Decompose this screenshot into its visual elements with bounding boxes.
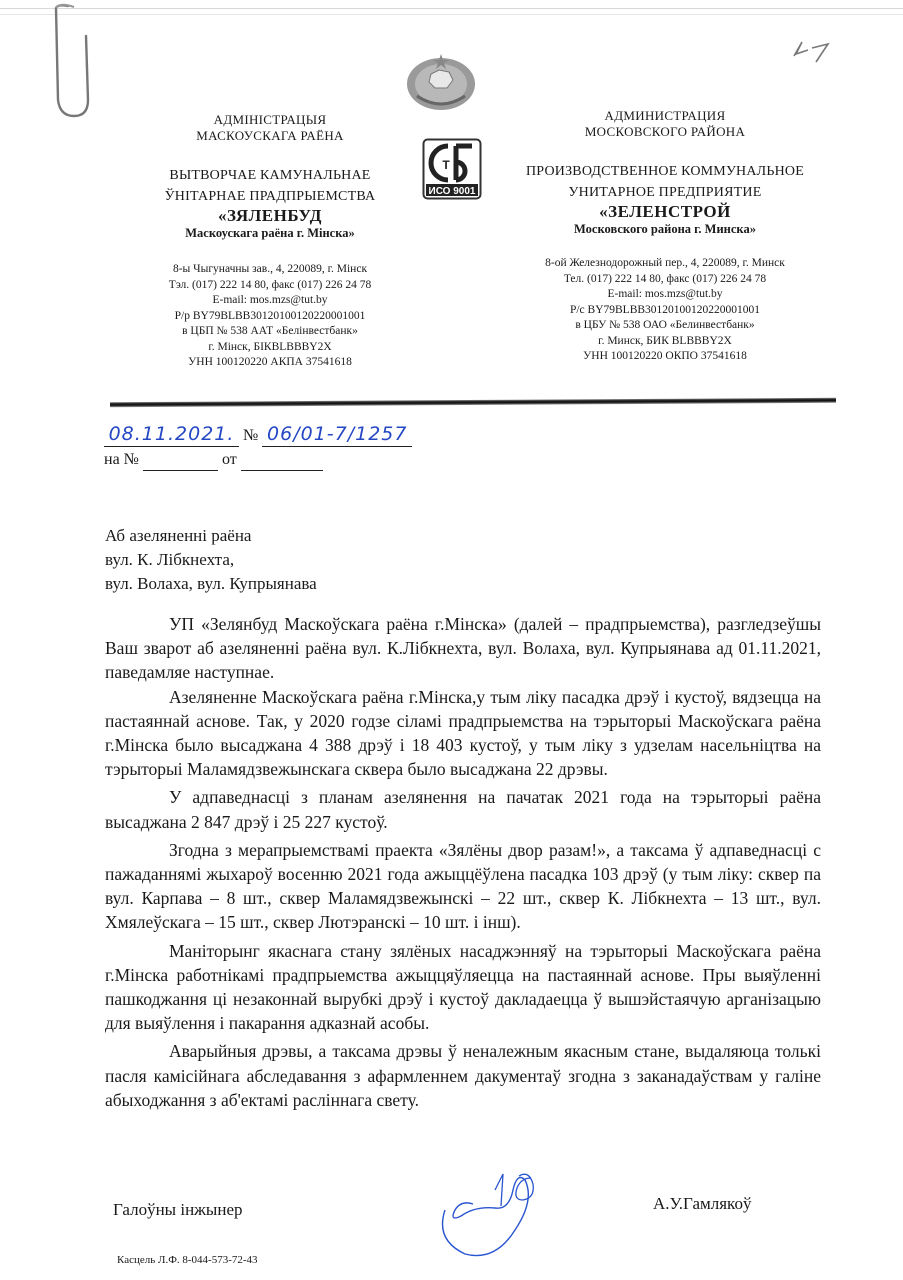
header-divider xyxy=(110,398,836,407)
scan-edge-line xyxy=(0,8,903,9)
admin-line1: АДМИНИСТРАЦИЯ xyxy=(604,108,726,123)
req-unn: УНН 100120220 АКПА 37541618 xyxy=(188,356,352,368)
org-subtitle: Маскоускага раёна г. Мінска» xyxy=(185,226,355,240)
org-line2: УНИТАРНОЕ ПРЕДПРИЯТИЕ xyxy=(568,185,762,200)
org-name: «ЗЕЛЕНСТРОЙ xyxy=(599,202,731,221)
outgoing-date-field xyxy=(104,424,239,447)
org-subtitle: Московского района г. Минска» xyxy=(574,222,756,236)
reply-number-field xyxy=(143,450,218,471)
req-phone: Тел. (017) 222 14 80, факс (017) 226 24 78 xyxy=(563,272,767,285)
paragraph: УП «Зелянбуд Маскоўскага раёна г.Мінска» (далей – прадпрыемства), разгледзеўшы Ваш зварот аб азеляненні раёна вул. К.Лібкнехта, вул. Волаха, вул. Купрыянава ад 01.11.2021, паведамляе наступнае. xyxy=(105,614,821,683)
req-phone: Тэл. (017) 222 14 80, факс (017) 226 24 78 xyxy=(168,278,372,291)
iso-9001-logo xyxy=(422,138,482,200)
org-line2: ЎНІТАРНАЕ ПРАДПРЫЕМСТВА xyxy=(164,189,376,204)
subject-line: вул. Волаха, вул. Купрыянава xyxy=(105,574,317,593)
signer-position: Галоўны інжынер xyxy=(113,1200,243,1219)
header-left-belarusian xyxy=(135,112,405,371)
from-label: от xyxy=(221,451,237,468)
req-bank: в ЦБП № 538 ААТ «Белінвестбанк» xyxy=(182,325,358,337)
handwritten-signature xyxy=(425,1170,575,1260)
svg-text:Т: Т xyxy=(442,158,450,172)
admin-line2: МОСКОВСКОГО РАЙОНА xyxy=(584,124,746,139)
admin-line2: МАСКОУСКАГА РАЁНА xyxy=(196,128,344,143)
outgoing-number-field xyxy=(262,424,412,447)
state-emblem-icon xyxy=(403,52,479,112)
org-line1: ВЫТВОРЧАЕ КАМУНАЛЬНАЕ xyxy=(169,168,371,183)
org-name: «ЗЯЛЕНБУД xyxy=(218,206,322,225)
req-account: Р/с BY79BLBB30120100120220001001 xyxy=(569,303,761,316)
registration-line xyxy=(104,424,412,447)
number-label: № xyxy=(243,427,259,444)
req-account: Р/р BY79BLBB30120100120220001001 xyxy=(174,309,366,322)
letter-body xyxy=(105,612,821,1112)
paragraph: Аварыйныя дрэвы, а таксама дрэвы ў неналежным якасным стане, выдаляюца толькі пасля камісійнага абследавання з афармленнем дакументаў згодна з заканадаўствам у галіне абыходжання з аб'ектамі расліннага свету. xyxy=(105,1041,821,1110)
org-line1: ПРОИЗВОДСТВЕННОЕ КОММУНАЛЬНОЕ xyxy=(525,164,804,179)
reply-date-field xyxy=(241,450,323,471)
paragraph: Азеляненне Маскоўскага раёна г.Мінска,у тым ліку пасадка дрэў і кустоў, вядзецца на пастаяннай аснове. Так, у 2020 годзе сіламі прадпрыемства на тэрыторыі Маскоўскага раёна г.Мінска было высаджана 4 388 дрэў і 18 403 кустоў, у тым ліку з удзелам насельніцтва на тэрыторыі Маламядзвежынскага сквера было высаджана 22 дрэвы. xyxy=(105,686,821,780)
req-bic: г. Минск, БИК BLBBBY2X xyxy=(598,334,732,347)
requisites xyxy=(135,262,405,371)
signer-name: А.У.Гамлякоў xyxy=(653,1194,752,1213)
scan-edge-line xyxy=(0,14,903,15)
requisites xyxy=(505,256,825,365)
outgoing-number: 06/01-7/1257 xyxy=(267,423,408,445)
reply-label: на № xyxy=(104,451,139,468)
req-bic: г. Мінск, БІКBLBBBY2X xyxy=(208,340,332,353)
svg-text:ИСО 9001: ИСО 9001 xyxy=(428,186,476,197)
req-email: E-mail: mos.mzs@tut.by xyxy=(212,294,328,306)
subject-line: вул. К. Лібкнехта, xyxy=(105,550,235,569)
req-bank: в ЦБУ № 538 ОАО «Белинвестбанк» xyxy=(575,319,755,331)
header-right-russian xyxy=(505,108,825,365)
req-email: E-mail: mos.mzs@tut.by xyxy=(607,288,723,300)
paragraph: Маніторынг якаснага стану зялёных насаджэнняў на тэрыторыі Маскоўскага раёна г.Мінска работнікамі прадпрыемства ажыццяўляецца на пастаяннай аснове. Пры выяўленні пашкоджання ці незаконнай вырубкі дрэў і кустоў дакладаецца ў вышэйстаячую арганізацыю для выяўлення і пакарання адказнай асобы. xyxy=(105,940,821,1034)
executor-contact: Касцель Л.Ф. 8-044-573-72-43 xyxy=(117,1254,258,1266)
subject-line: Аб азеляненні раёна xyxy=(105,526,252,545)
req-unn: УНН 100120220 ОКПО 37541618 xyxy=(583,350,747,362)
req-address: 8-ой Железнодорожный пер., 4, 220089, г. Минск xyxy=(545,257,785,269)
page-mark-handwritten xyxy=(790,36,834,64)
paragraph: Згодна з мерапрыемствамі праекта «Зялёны двор разам!», а таксама ў адпаведнасці с пажаданнямі жыхароў восенню 2021 года ажыццёўлена пасадка 103 дрэў (у тым ліку: сквер па вул. Карпава – 8 шт., сквер Маламядзвежынскі – 22 шт., сквер К. Лібкнехта – 13 шт., вул. Хмялеўскага – 15 шт., сквер Лютэранскі – 10 шт. і інш). xyxy=(105,839,821,933)
req-address: 8-ы Чыгуначны зав., 4, 220089, г. Мінск xyxy=(172,263,368,275)
paragraph: У адпаведнасці з планам азелянення на пачатак 2021 года на тэрыторыі раёна высаджана 2 847 дрэў і 25 227 кустоў. xyxy=(105,787,821,832)
paperclip-icon xyxy=(48,0,108,120)
letter-subject xyxy=(105,524,317,596)
outgoing-date: 08.11.2021. xyxy=(108,423,235,445)
admin-line1: АДМІНІСТРАЦЫЯ xyxy=(213,112,327,127)
reply-reference-line xyxy=(104,450,323,471)
